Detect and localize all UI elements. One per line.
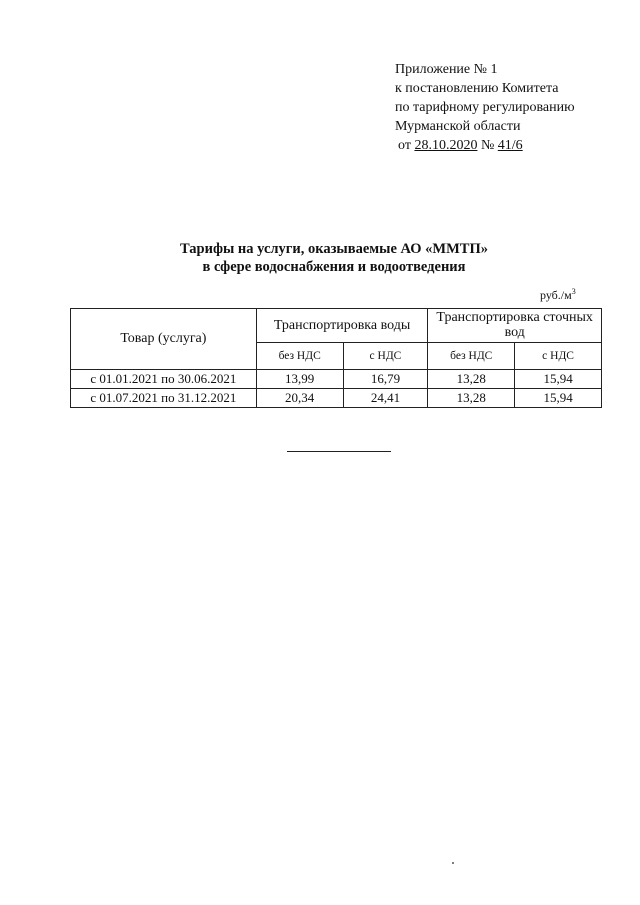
subheader-cell: без НДС <box>428 342 515 369</box>
group-header-water: Транспортировка воды <box>256 309 428 343</box>
scan-dot <box>452 862 454 864</box>
title-line-2: в сфере водоснабжения и водоотведения <box>202 259 466 275</box>
subheader-cell: без НДС <box>256 342 343 369</box>
value-cell: 15,94 <box>515 370 602 389</box>
appendix-header <box>395 60 635 155</box>
tariffs-table <box>70 308 602 408</box>
unit-base: руб./м <box>540 288 572 302</box>
title-line-1: Тарифы на услуги, оказываемые АО «ММТП» <box>179 241 489 257</box>
appendix-committee: по тарифному регулированию <box>395 100 575 115</box>
value-cell: 20,34 <box>256 389 343 408</box>
number-sign: № <box>480 138 495 153</box>
value-cell: 13,99 <box>256 370 343 389</box>
resolution-date: 28.10.2020 <box>414 138 478 153</box>
subheader-cell: с НДС <box>343 342 428 369</box>
closing-divider <box>287 451 391 452</box>
value-cell: 24,41 <box>343 389 428 408</box>
appendix-region: Мурманской области <box>395 119 521 134</box>
unit-label <box>540 288 576 303</box>
subheader-cell: с НДС <box>515 342 602 369</box>
goods-header: Товар (услуга) <box>71 309 257 370</box>
table-header-row <box>71 309 602 343</box>
value-cell: 13,28 <box>428 389 515 408</box>
unit-exponent: 3 <box>571 287 576 296</box>
value-cell: 16,79 <box>343 370 428 389</box>
period-cell: с 01.07.2021 по 31.12.2021 <box>71 389 257 408</box>
period-cell: с 01.01.2021 по 30.06.2021 <box>71 370 257 389</box>
document-title <box>0 240 640 276</box>
value-cell: 13,28 <box>428 370 515 389</box>
table-row <box>71 389 602 408</box>
group-header-wastewater: Транспортировка сточных вод <box>428 309 602 343</box>
resolution-number: 41/6 <box>497 138 523 153</box>
date-prefix: от <box>398 138 411 153</box>
value-cell: 15,94 <box>515 389 602 408</box>
appendix-date-line <box>395 136 635 155</box>
appendix-number: Приложение № 1 <box>395 62 498 77</box>
appendix-resolution: к постановлению Комитета <box>395 81 559 96</box>
table-row <box>71 370 602 389</box>
